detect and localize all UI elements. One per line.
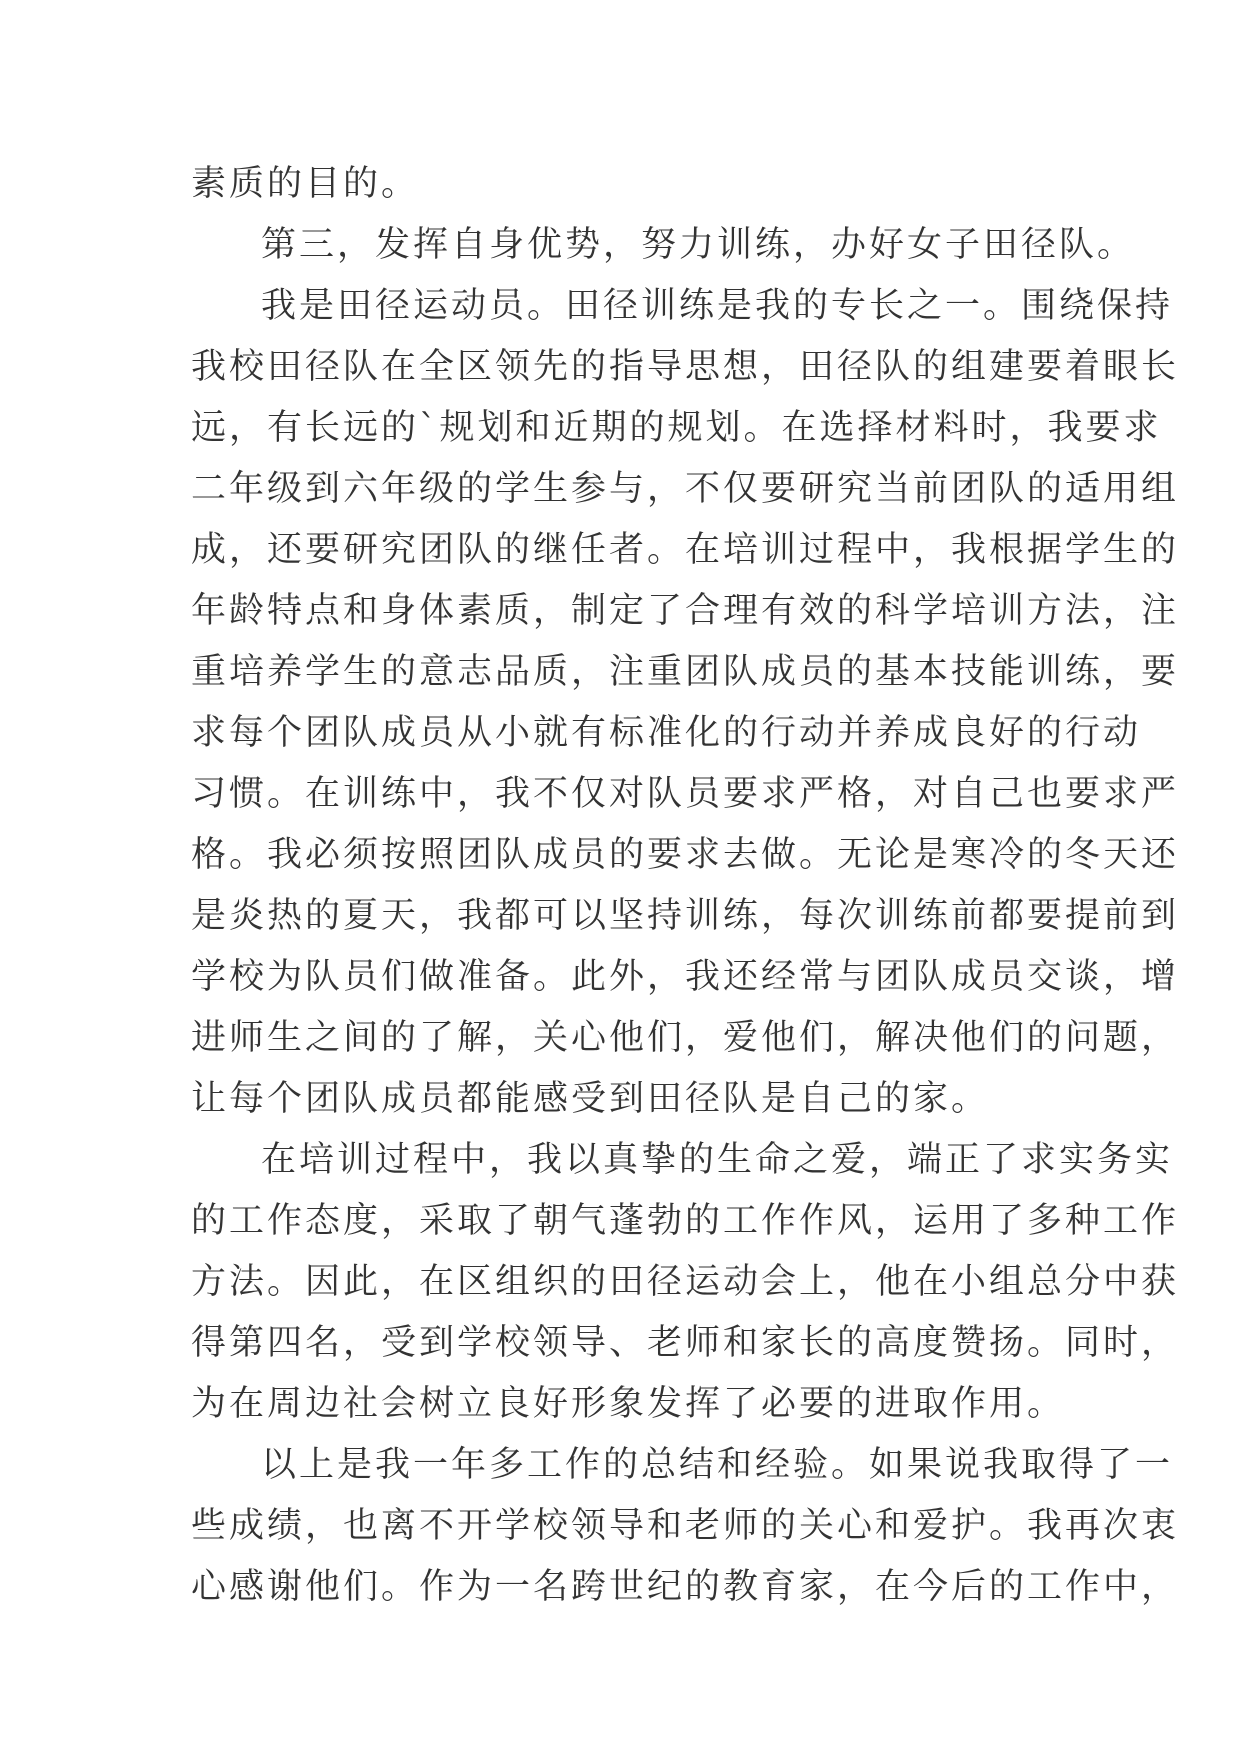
text-line: 成，还要研究团队的继任者。在培训过程中，我根据学生的: [191, 530, 1180, 570]
text-line: 年龄特点和身体素质，制定了合理有效的科学培训方法，注: [191, 591, 1180, 631]
text-line: 是炎热的夏天，我都可以坚持训练，每次训练前都要提前到: [191, 896, 1180, 936]
text-line: 二年级到六年级的学生参与，不仅要研究当前团队的适用组: [191, 469, 1180, 509]
text-line: 第三，发挥自身优势，努力训练，办好女子田径队。: [261, 225, 1136, 265]
text-line: 以上是我一年多工作的总结和经验。如果说我取得了一: [261, 1445, 1174, 1485]
text-line: 为在周边社会树立良好形象发挥了必要的进取作用。: [191, 1384, 1066, 1424]
text-line: 我是田径运动员。田径训练是我的专长之一。围绕保持: [261, 286, 1174, 326]
text-line: 的工作态度，采取了朝气蓬勃的工作作风，运用了多种工作: [191, 1201, 1180, 1241]
text-line: 在培训过程中，我以真挚的生命之爱，端正了求实务实: [261, 1140, 1174, 1180]
text-line: 些成绩，也离不开学校领导和老师的关心和爱护。我再次衷: [191, 1506, 1180, 1546]
text-line: 重培养学生的意志品质，注重团队成员的基本技能训练，要: [191, 652, 1180, 692]
text-line: 格。我必须按照团队成员的要求去做。无论是寒冷的冬天还: [191, 835, 1180, 875]
text-line: 素质的目的。: [191, 164, 420, 204]
text-line: 心感谢他们。作为一名跨世纪的教育家，在今后的工作中，: [191, 1567, 1180, 1607]
text-line: 远，有长远的`规划和近期的规划。在选择材料时，我要求: [191, 408, 1162, 448]
text-line: 学校为队员们做准备。此外，我还经常与团队成员交谈，增: [191, 957, 1180, 997]
text-line: 让每个团队成员都能感受到田径队是自己的家。: [191, 1079, 990, 1119]
text-line: 方法。因此，在区组织的田径运动会上，他在小组总分中获: [191, 1262, 1180, 1302]
text-line: 我校田径队在全区领先的指导思想，田径队的组建要着眼长: [191, 347, 1180, 387]
text-line: 习惯。在训练中，我不仅对队员要求严格，对自己也要求严: [191, 774, 1180, 814]
text-line: 进师生之间的了解，关心他们，爱他们，解决他们的问题，: [191, 1018, 1180, 1058]
body-text: [191, 154, 1180, 1618]
text-line: 求每个团队成员从小就有标准化的行动并养成良好的行动: [191, 713, 1142, 753]
text-line: 得第四名，受到学校领导、老师和家长的高度赞扬。同时，: [191, 1323, 1180, 1363]
